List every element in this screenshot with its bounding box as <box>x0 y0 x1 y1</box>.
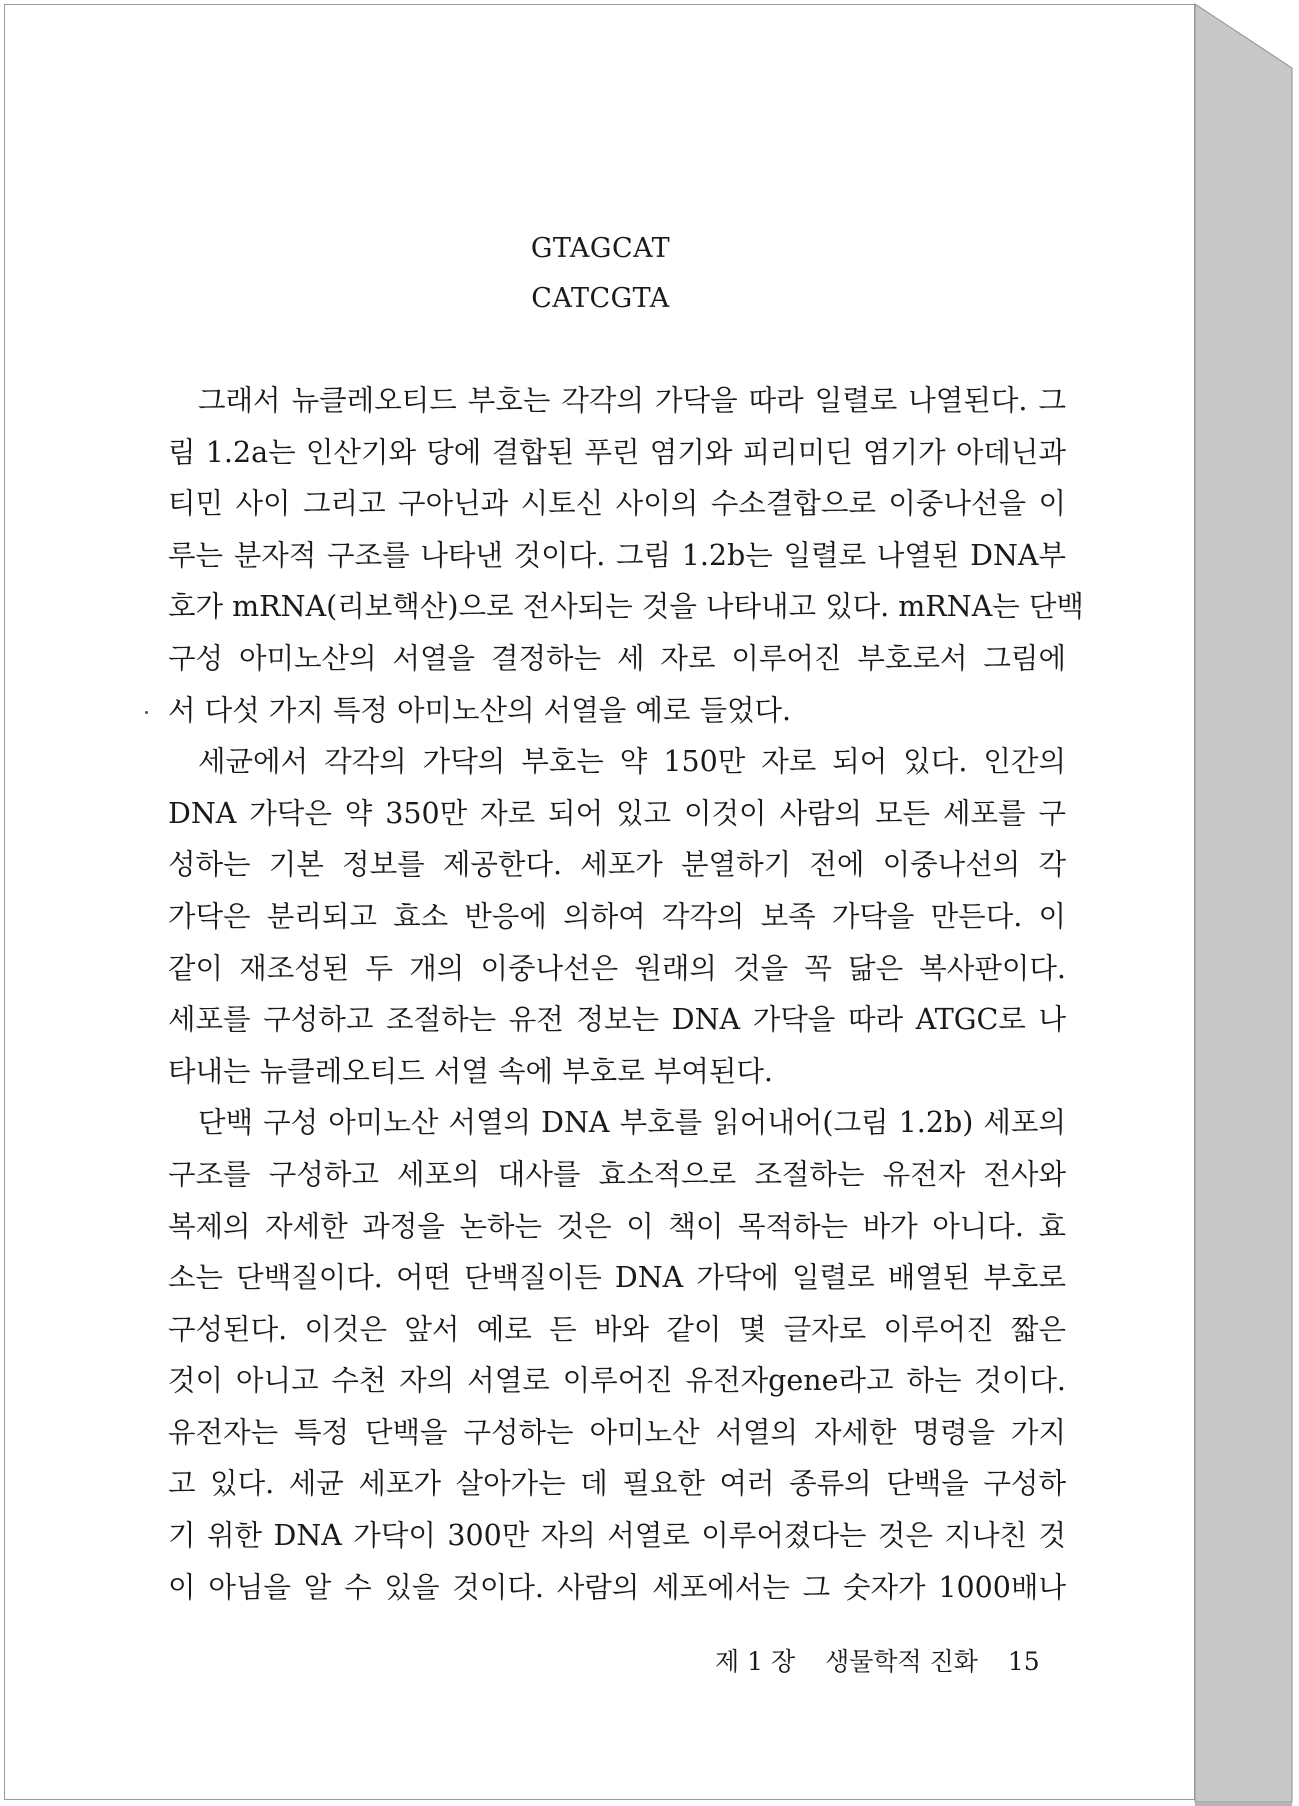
text-line: 구조를 구성하고 세포의 대사를 효소적으로 조절하는 유전자 전사와 <box>168 1157 1066 1191</box>
text-line: 세균에서 각각의 가닥의 부호는 약 150만 자로 되어 있다. 인간의 <box>198 745 1066 779</box>
text-line: 구성 아미노산의 서열을 결정하는 세 자로 이루어진 부호로서 그림에 <box>168 641 1066 675</box>
text-line: 림 1.2a는 인산기와 당에 결합된 푸린 염기와 피리미딘 염기가 아데닌과 <box>168 435 1066 469</box>
text-line: 가닥은 분리되고 효소 반응에 의하여 각각의 보족 가닥을 만든다. 이 <box>168 899 1066 933</box>
text-line: 것이 아니고 수천 자의 서열로 이루어진 유전자gene라고 하는 것이다. <box>168 1364 1066 1398</box>
text-line: 성하는 기본 정보를 제공한다. 세포가 분열하기 전에 이중나선의 각 <box>168 848 1066 882</box>
footer-chapter: 제 1 장 <box>715 1647 796 1676</box>
text-line: 단백 구성 아미노산 서열의 DNA 부호를 읽어내어(그림 1.2b) 세포의 <box>198 1106 1066 1140</box>
text-line: 같이 재조성된 두 개의 이중나선은 원래의 것을 꼭 닮은 복사판이다. <box>168 951 1066 985</box>
page-number: 15 <box>1007 1647 1040 1676</box>
page-footer <box>715 1642 1040 1678</box>
text-line: 서 다섯 가지 특정 아미노산의 서열을 예로 들었다. <box>168 693 792 727</box>
text-line: DNA 가닥은 약 350만 자로 되어 있고 이것이 사람의 모든 세포를 구 <box>168 796 1066 830</box>
dna-sequence-top: GTAGCAT <box>530 233 671 264</box>
book-page <box>4 4 1195 1800</box>
text-line: 고 있다. 세균 세포가 살아가는 데 필요한 여러 종류의 단백을 구성하 <box>168 1467 1066 1501</box>
text-line: 소는 단백질이다. 어떤 단백질이든 DNA 가닥에 일렬로 배열된 부호로 <box>168 1261 1066 1295</box>
text-line: 구성된다. 이것은 앞서 예로 든 바와 같이 몇 글자로 이루어진 짧은 <box>168 1312 1066 1346</box>
text-line: 세포를 구성하고 조절하는 유전 정보는 DNA 가닥을 따라 ATGC로 나 <box>168 1003 1066 1037</box>
dna-sequence-bottom: CATCGTA <box>531 283 670 314</box>
text-line: 복제의 자세한 과정을 논하는 것은 이 책이 목적하는 바가 아니다. 효 <box>168 1209 1066 1243</box>
footer-chapter-title: 생물학적 진화 <box>825 1647 978 1676</box>
text-line: 기 위한 DNA 가닥이 300만 자의 서열로 이루어졌다는 것은 지나친 것 <box>168 1519 1066 1553</box>
text-line: 그래서 뉴클레오티드 부호는 각각의 가닥을 따라 일렬로 나열된다. 그 <box>198 384 1066 417</box>
text-line: 루는 분자적 구조를 나타낸 것이다. 그림 1.2b는 일렬로 나열된 DNA부 <box>168 538 1066 572</box>
scan-speck <box>145 711 148 714</box>
body-text <box>168 375 1084 1613</box>
text-line: 호가 mRNA(리보핵산)으로 전사되는 것을 나타내고 있다. mRNA는 단백 <box>168 590 1084 624</box>
text-line: 유전자는 특정 단백을 구성하는 아미노산 서열의 자세한 명령을 가지 <box>168 1415 1066 1449</box>
text-line: 이 아님을 알 수 있을 것이다. 사람의 세포에서는 그 숫자가 1000배나 <box>168 1570 1066 1604</box>
text-line: 타내는 뉴클레오티드 서열 속에 부호로 부여된다. <box>168 1054 773 1088</box>
text-line: 티민 사이 그리고 구아닌과 시토신 사이의 수소결합으로 이중나선을 이 <box>168 487 1066 521</box>
